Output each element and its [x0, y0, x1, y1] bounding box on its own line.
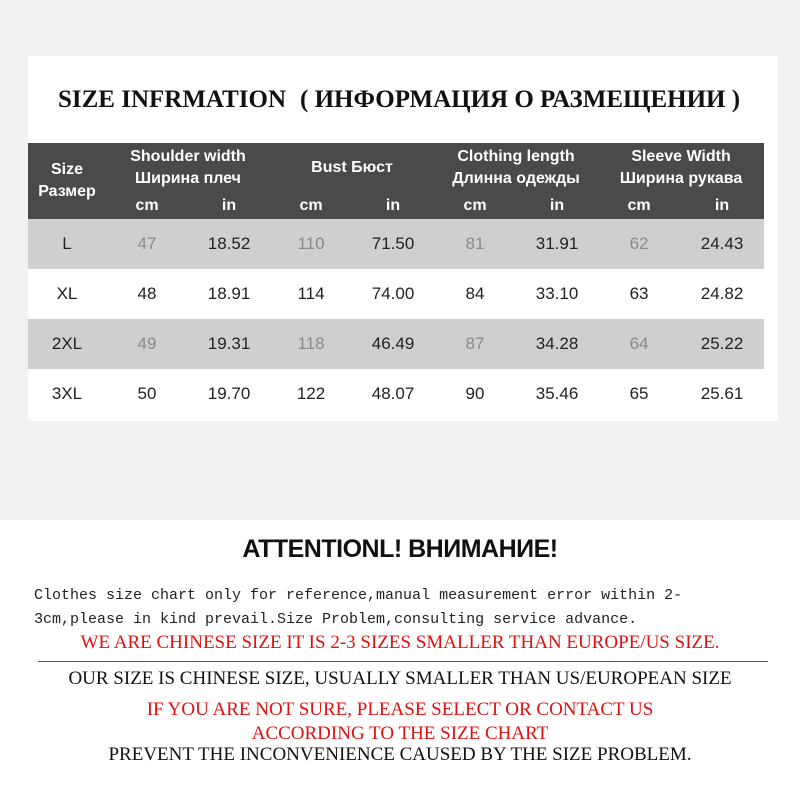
table-cell: 50: [106, 369, 188, 419]
unit-label: cm: [598, 193, 680, 219]
table-row: [28, 219, 764, 269]
unit-label: in: [516, 193, 598, 219]
table-cell: 31.91: [516, 219, 598, 269]
table-cell: 18.52: [188, 219, 270, 269]
header-length: Clothing length Длинна одежды: [434, 143, 598, 193]
reference-note: Clothes size chart only for reference,manual measurement error within 2-3cm,please in kind prevail.Size Problem,consulting service advance.: [34, 587, 683, 628]
size-table: [28, 143, 764, 419]
table-cell: 24.82: [680, 269, 764, 319]
table-cell: 122: [270, 369, 352, 419]
table-cell: 84: [434, 269, 516, 319]
attention-heading: ATTENTIONL! ВНИМАНИЕ!: [242, 535, 558, 563]
header-sleeve: Sleeve Width Ширина рукава: [598, 143, 764, 193]
table-cell: 19.70: [188, 369, 270, 419]
size-cell: 3XL: [28, 369, 106, 419]
table-cell: 114: [270, 269, 352, 319]
contact-notice-line-2: ACCORDING TO THE SIZE CHART: [251, 723, 549, 744]
table-header-row: [28, 143, 764, 193]
table-row: [28, 319, 764, 369]
prevent-notice: PREVENT THE INCONVENIENCE CAUSED BY THE SIZE PROBLEM.: [108, 744, 692, 765]
table-cell: 19.31: [188, 319, 270, 369]
unit-label: cm: [106, 193, 188, 219]
table-cell: 35.46: [516, 369, 598, 419]
table-cell: 25.22: [680, 319, 764, 369]
table-cell: 74.00: [352, 269, 434, 319]
table-cell: 33.10: [516, 269, 598, 319]
table-cell: 110: [270, 219, 352, 269]
table-cell: 64: [598, 319, 680, 369]
header-size: Size Размер: [28, 143, 106, 219]
table-cell: 48.07: [352, 369, 434, 419]
unit-label: cm: [270, 193, 352, 219]
table-cell: 81: [434, 219, 516, 269]
table-cell: 34.28: [516, 319, 598, 369]
unit-label: in: [680, 193, 764, 219]
unit-label: in: [188, 193, 270, 219]
chinese-size-warning: WE ARE CHINESE SIZE IT IS 2-3 SIZES SMALLER THAN EUROPE/US SIZE.: [80, 632, 720, 653]
table-cell: 90: [434, 369, 516, 419]
table-cell: 63: [598, 269, 680, 319]
table-cell: 62: [598, 219, 680, 269]
table-cell: 46.49: [352, 319, 434, 369]
unit-label: in: [352, 193, 434, 219]
table-cell: 25.61: [680, 369, 764, 419]
header-bust: Bust Бюст: [270, 143, 434, 193]
our-size-notice: OUR SIZE IS CHINESE SIZE, USUALLY SMALLER THAN US/EUROPEAN SIZE: [68, 668, 732, 689]
table-cell: 47: [106, 219, 188, 269]
table-cell: 65: [598, 369, 680, 419]
table-cell: 24.43: [680, 219, 764, 269]
header-shoulder: Shoulder width Ширина плеч: [106, 143, 270, 193]
table-cell: 48: [106, 269, 188, 319]
contact-notice: [0, 698, 800, 746]
title-en: SIZE INFRMATION: [58, 86, 287, 113]
table-units-row: [28, 193, 764, 219]
table-cell: 87: [434, 319, 516, 369]
contact-notice-line-1: IF YOU ARE NOT SURE, PLEASE SELECT OR CONTACT US: [146, 699, 654, 720]
title-ru: ( ИНФОРМАЦИЯ О РАЗМЕЩЕНИИ ): [300, 86, 741, 113]
table-cell: 118: [270, 319, 352, 369]
size-cell: XL: [28, 269, 106, 319]
table-row: [28, 369, 764, 419]
size-cell: L: [28, 219, 106, 269]
table-cell: 71.50: [352, 219, 434, 269]
table-cell: 18.91: [188, 269, 270, 319]
divider: [38, 661, 768, 662]
table-cell: 49: [106, 319, 188, 369]
table-row: [28, 269, 764, 319]
unit-label: cm: [434, 193, 516, 219]
size-cell: 2XL: [28, 319, 106, 369]
